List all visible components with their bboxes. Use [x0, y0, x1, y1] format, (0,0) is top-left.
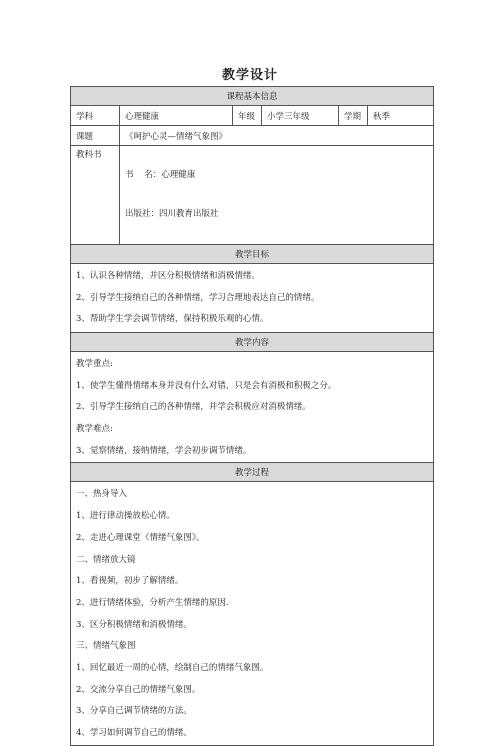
textbook-publisher: 出版社：四川教育出版社 [125, 209, 219, 219]
process-line: 4、学习如何调节自己的情绪。 [76, 728, 192, 738]
process-line: 3、分享自己调节情绪的方法。 [76, 706, 192, 717]
basic-info-header: 课程基本信息 [71, 87, 434, 106]
goal-item: 3、帮助学生学会调节情绪，保持积极乐观的心情。 [76, 314, 269, 325]
process-line: 1、看视频，初步了解情绪。 [76, 576, 184, 587]
process-line: 1、回忆最近一周的心情，绘制自己的情绪气象图。 [76, 662, 269, 673]
process-line: 一、热身导入 [76, 489, 128, 500]
textbook-info [120, 146, 434, 245]
process-line: 1、进行律动操放松心情。 [76, 511, 175, 522]
subject-value: 心理健康 [120, 106, 233, 126]
process-line: 二、情绪放大镜 [76, 554, 136, 565]
goal-item: 1、认识各种情绪，并区分积极情绪和消极情绪。 [76, 271, 260, 281]
content-line: 1、使学生懂得情绪本身并没有什么对错，只是会有消极和积极之分。 [76, 380, 337, 391]
process-section [71, 482, 434, 745]
content-section [71, 352, 434, 463]
document-title: 教学设计 [221, 68, 278, 83]
lesson-plan-table [70, 86, 434, 746]
process-line: 2、走进心理课堂《情绪气象图》。 [76, 532, 205, 543]
process-line: 2、进行情绪体验，分析产生情绪的原因. [76, 597, 229, 608]
goals-header: 教学目标 [71, 245, 434, 264]
content-line: 3、觉察情绪，接纳情绪，学会初步调节情绪。 [76, 445, 252, 456]
term-value: 秋季 [368, 106, 434, 126]
grade-label: 年级 [233, 106, 262, 126]
process-line: 三、情绪气象图 [76, 641, 136, 652]
content-line: 2、引导学生接纳自己的各种情绪，并学会积极应对消极情绪。 [76, 402, 311, 413]
textbook-label: 教科书 [71, 146, 120, 245]
content-line: 教学难点: [76, 424, 113, 435]
content-line: 教学重点: [76, 359, 113, 369]
term-label: 学期 [339, 106, 368, 126]
content-header: 教学内容 [71, 333, 434, 352]
process-line: 3、区分积极情绪和消极情绪。 [76, 619, 192, 630]
goals-section [71, 264, 434, 333]
topic-label: 课题 [71, 126, 120, 146]
grade-value: 小学三年级 [262, 106, 339, 126]
subject-label: 学科 [71, 106, 120, 126]
goal-item: 2、引导学生接纳自己的各种情绪，学习合理地表达自己的情绪。 [76, 292, 320, 303]
process-header: 教学过程 [71, 463, 434, 482]
textbook-name: 书 名：心理健康 [125, 170, 196, 180]
topic-value: 《呵护心灵—情绪气象图》 [120, 126, 434, 146]
process-line: 2、交流分享自己的情绪气象图。 [76, 684, 201, 695]
